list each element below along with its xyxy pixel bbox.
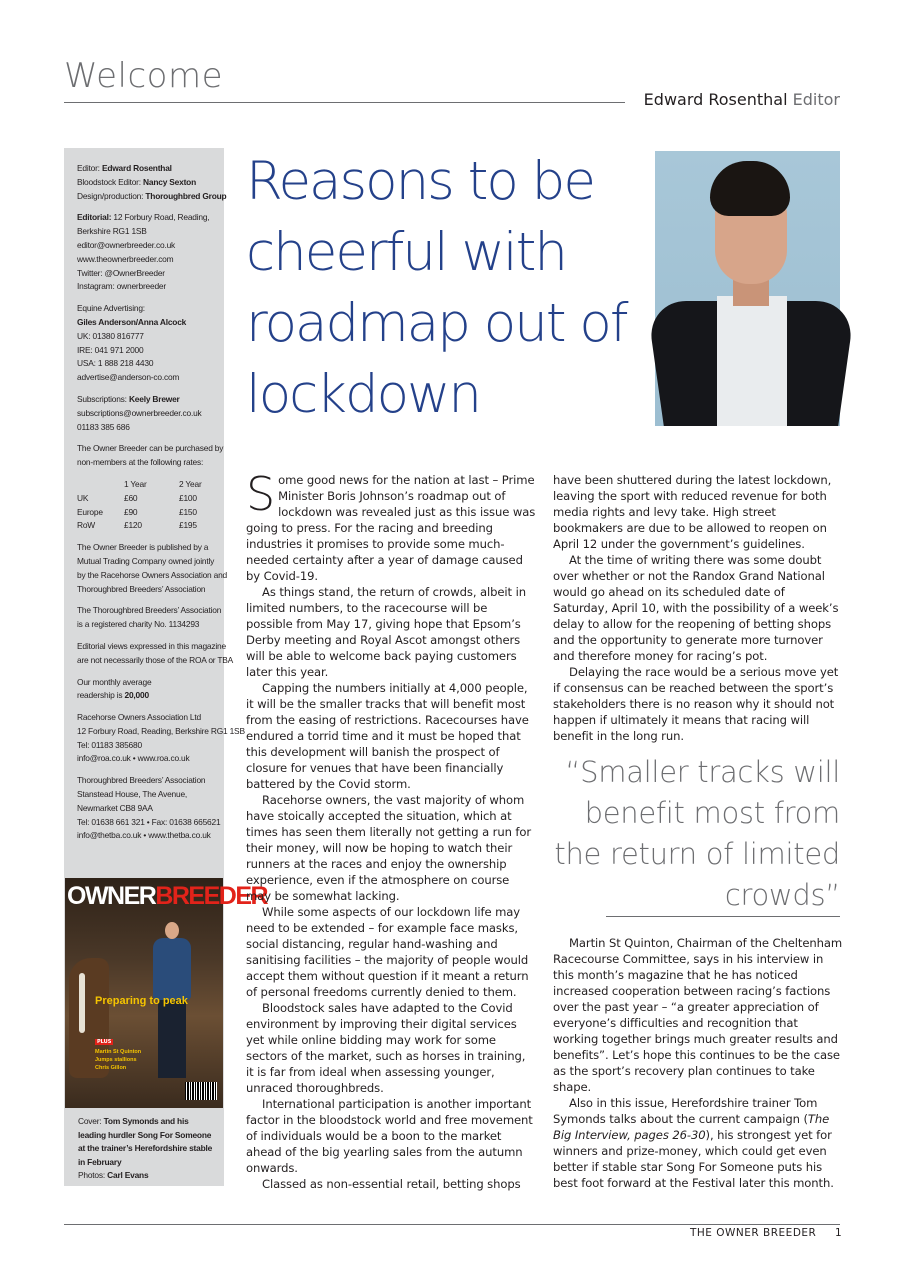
body-paragraph: As things stand, the return of crowds, albeit in limited numbers, to the racecourse will be possible from May 17, giving hope that Epsom’s Derby meeting and Royal Ascot amongst others will be able to welcome back paying customers later this year. — [246, 585, 526, 679]
credit-value: Thoroughbred Group — [145, 190, 227, 201]
page-reference: The Big Interview, pages 26-30 — [553, 1112, 830, 1142]
header-rule — [64, 102, 625, 103]
purchase-note-line: The Owner Breeder can be purchased by — [77, 443, 224, 454]
person-head-shape — [165, 922, 179, 939]
roa-contact — [77, 711, 245, 766]
charity-note-line: The Thoroughbred Breeders’ Association — [77, 605, 222, 616]
readership-value: 20,000 — [124, 690, 149, 701]
editorial-line: 12 Forbury Road, Reading, — [111, 212, 210, 223]
credit-design — [77, 190, 227, 204]
cover-plus-badge: PLUS — [97, 1039, 112, 1045]
advertising-names: Giles Anderson/Anna Alcock — [77, 316, 187, 327]
subscriptions-phone: 01183 385 686 — [77, 421, 130, 432]
cover-item: Chris Gillon — [95, 1065, 127, 1071]
published-note-line: Thoroughbred Breeders’ Association — [77, 583, 206, 594]
article-column-2 — [553, 472, 843, 744]
cover-items — [95, 1048, 165, 1072]
article-column-2-continued — [553, 935, 843, 1191]
rates-cell: £120 — [124, 520, 142, 531]
cover-caption-text: Tom Symonds and his leading hurdler Song For Someone at the trainer’s Herefordshire stable in February — [78, 1116, 213, 1167]
rates-cell: £90 — [124, 506, 138, 517]
published-note-line: Mutual Trading Company owned jointly — [77, 555, 215, 566]
tba-line: Thoroughbred Breeders’ Association — [77, 775, 206, 786]
subscriptions-email[interactable]: subscriptions@ownerbreeder.co.uk — [77, 407, 202, 418]
paragraph-text: Also in this issue, Herefordshire trainer Tom Symonds talks about the current campaign ( — [553, 1096, 818, 1126]
purchase-note-line: non-members at the following rates: — [77, 457, 204, 468]
body-paragraph: While some aspects of our lockdown life may need to be extended – for example face masks, social distancing, regular hand-washing and sanitising facilities – the majority of people would accept them without question if it meant a return of personal freedoms currently denied to them. — [246, 905, 529, 999]
rates-row — [77, 506, 217, 520]
charity-note-line: is a registered charity No. 1134293 — [77, 619, 200, 630]
body-paragraph: International participation is another important factor in the bloodstock world and free movement of individuals would be a boon to the market ahead of the big yearling sales from the autumn onwards. — [246, 1097, 533, 1175]
body-paragraph: Classed as non-essential retail, betting shops — [262, 1177, 521, 1191]
rates-cell: £60 — [124, 492, 138, 503]
section-title: Welcome — [64, 56, 224, 96]
rates-cell: £150 — [179, 506, 197, 517]
cover-masthead-owner: OWNER — [67, 882, 156, 910]
body-paragraph — [553, 1095, 843, 1191]
editorial-email[interactable]: editor@ownerbreeder.co.uk — [77, 239, 176, 250]
body-paragraph — [246, 467, 536, 584]
readership-note — [77, 676, 217, 704]
body-paragraph: Martin St Quinton, Chairman of the Cheltenham Racecourse Committee, says in his interview in this month’s magazine that he has noticed increased cooperation between racing’s factions over the past year – “a greater appreciation of everyone’s difficulties and recognition that working together brings much greater results and benefits”. Let’s hope this continues to be the case as the sport’s recovery plan continues to take shape. — [553, 936, 843, 1094]
body-paragraph: have been shuttered during the latest lockdown, leaving the sport with reduced revenue for both media rights and levy take. High street bookmakers are due to be allowed to reopen on April 12 under the government’s guidelines. — [553, 473, 832, 551]
tba-contact — [77, 774, 221, 843]
sidebar-text — [77, 162, 245, 851]
credit-label: Design/production: — [77, 190, 146, 201]
cover-caption — [78, 1115, 218, 1183]
body-paragraph: Capping the numbers initially at 4,000 people, it will be the smaller tracks that will benefit most from the easing of restrictions. Racecourses have endured a torrid time and it must be hoped that this development will banish the prospect of closure for venues that have been financially battered by the Covid storm. — [246, 681, 529, 791]
shirt-shape — [717, 296, 787, 426]
credit-editor — [77, 162, 217, 176]
hair-shape — [710, 161, 790, 216]
footer-rule — [64, 1224, 840, 1225]
tba-line: Stanstead House, The Avenue, — [77, 789, 188, 800]
tba-links[interactable]: info@thetba.co.uk • www.thetba.co.uk — [77, 830, 211, 841]
person-body-shape — [153, 938, 191, 1000]
rates-header: 1 Year — [124, 478, 147, 489]
credit-value: Nancy Sexton — [143, 176, 197, 187]
subscriptions-name: Keely Brewer — [128, 393, 180, 404]
author-role: Editor — [792, 90, 840, 109]
drop-cap: S — [246, 467, 276, 521]
rates-cell: £100 — [179, 492, 197, 503]
tba-line: Newmarket CB8 9AA — [77, 802, 153, 813]
rates-cell: £195 — [179, 520, 197, 531]
published-note-line: by the Racehorse Owners Association and — [77, 569, 228, 580]
page-number: 1 — [835, 1227, 842, 1239]
roa-links[interactable]: info@roa.co.uk • www.roa.co.uk — [77, 753, 190, 764]
cover-masthead — [67, 882, 267, 911]
published-note — [77, 541, 228, 596]
pull-quote: “Smaller tracks will benefit most from the return of limited crowds” — [554, 755, 840, 912]
rates-cell: Europe — [77, 506, 103, 517]
editorial-twitter: Twitter: @OwnerBreeder — [77, 267, 165, 278]
photo-credit-name: Carl Evans — [107, 1170, 149, 1180]
paragraph-text: ome good news for the nation at last – Prime Minister Boris Johnson’s roadmap out of lockdown was revealed just as this issue was going to press. For the racing and breeding industries it promises to provide some much-needed certainty after a year of damage caused by Covid-19. — [246, 473, 536, 583]
body-paragraph: Delaying the race would be a serious move yet if consensus can be reached between the sport’s stakeholders there is no reason why it should not happen if ultimately it means that racing will benefit in the long run. — [553, 665, 839, 743]
credit-bloodstock-editor — [77, 176, 217, 190]
views-note — [77, 640, 234, 668]
body-paragraph: Bloodstock sales have adapted to the Covid environment by improving their digital services yet while online bidding may work for some sectors of the market, such as horses in training, it is far from ideal when assessing younger, unraced thoroughbreds. — [246, 1001, 526, 1095]
rates-header: 2 Year — [179, 478, 202, 489]
rates-header-row — [77, 478, 217, 492]
magazine-cover-image — [65, 878, 268, 1108]
article-headline: Reasons to be cheerful with roadmap out of lockdown — [246, 151, 627, 425]
byline — [644, 90, 840, 109]
advertising-block — [77, 302, 217, 385]
readership-label: readership is — [77, 690, 125, 701]
rates-header — [77, 478, 124, 492]
advertising-heading: Equine Advertising: — [77, 303, 145, 314]
subscriptions-label: Subscriptions: — [77, 393, 129, 404]
editorial-label: Editorial: — [77, 212, 112, 223]
readership-line: Our monthly average — [77, 676, 152, 687]
body-paragraph: Racehorse owners, the vast majority of whom have stoically accepted the situation, which at times has seen them literally not getting a run for their money, will now be hoping to watch their runners at the races and enjoy the ownership experience, even if the atmosphere on course may be somewhat lacking. — [246, 793, 532, 903]
rates-table — [77, 478, 217, 533]
roa-line: Racehorse Owners Association Ltd — [77, 712, 201, 723]
rates-cell: UK — [77, 492, 89, 503]
roa-line: 12 Forbury Road, Reading, Berkshire RG1 1SB — [77, 725, 245, 736]
paragraph-text: ), his strongest yet for winners and prize-money, which could get even better if stable star Song For Someone puts his best foot forward at the Festival later this month. — [553, 1128, 834, 1190]
cover-item: Martin St Quinton — [95, 1049, 142, 1055]
cover-masthead-breeder: BREEDER — [155, 882, 268, 910]
horse-blaze-shape — [79, 973, 85, 1033]
rates-row — [77, 519, 217, 533]
cover-headline: Preparing to peak — [95, 995, 188, 1007]
body-paragraph: At the time of writing there was some doubt over whether or not the Randox Grand National would go ahead on its scheduled date of Saturday, April 10, with the possibility of a week’s delay to allow for the reopening of betting shops and the opportunity to generate more turnover and therefore money for racing’s pot. — [553, 553, 839, 663]
advertising-line: IRE: 041 971 2000 — [77, 344, 144, 355]
article-column-1 — [246, 467, 536, 1192]
rates-row — [77, 492, 217, 506]
roa-line: Tel: 01183 385680 — [77, 739, 142, 750]
published-note-line: The Owner Breeder is published by a — [77, 542, 209, 553]
views-note-line: are not necessarily those of the ROA or TBA — [77, 654, 234, 665]
barcode-icon — [185, 1082, 217, 1100]
photo-credit-label: Photos: — [78, 1170, 108, 1180]
advertising-line: USA: 1 888 218 4430 — [77, 358, 154, 369]
advertising-email[interactable]: advertise@anderson-co.com — [77, 372, 180, 383]
cover-caption-label: Cover: — [78, 1116, 104, 1126]
charity-note — [77, 604, 222, 632]
rates-cell: RoW — [77, 520, 96, 531]
editorial-block — [77, 211, 217, 294]
credit-label: Bloodstock Editor: — [77, 176, 144, 187]
author-name: Edward Rosenthal — [643, 90, 788, 109]
subscriptions-block — [77, 393, 217, 434]
editorial-website[interactable]: www.theownerbreeder.com — [77, 253, 174, 264]
views-note-line: Editorial views expressed in this magazine — [77, 640, 226, 651]
credits-block — [77, 162, 227, 203]
credit-value: Edward Rosenthal — [101, 163, 172, 173]
editorial-line: Berkshire RG1 1SB — [77, 226, 147, 237]
pull-quote-rule — [606, 916, 840, 917]
tba-line: Tel: 01638 661 321 • Fax: 01638 665621 — [77, 816, 221, 827]
credit-label: Editor: — [77, 163, 102, 173]
cover-item: Jumps stallions — [95, 1057, 137, 1063]
footer-magazine-name: THE OWNER BREEDER — [690, 1227, 817, 1239]
advertising-line: UK: 01380 816777 — [77, 330, 144, 341]
purchase-note — [77, 442, 224, 470]
editorial-instagram: Instagram: ownerbreeder — [77, 281, 166, 292]
editor-portrait-image — [655, 151, 840, 426]
